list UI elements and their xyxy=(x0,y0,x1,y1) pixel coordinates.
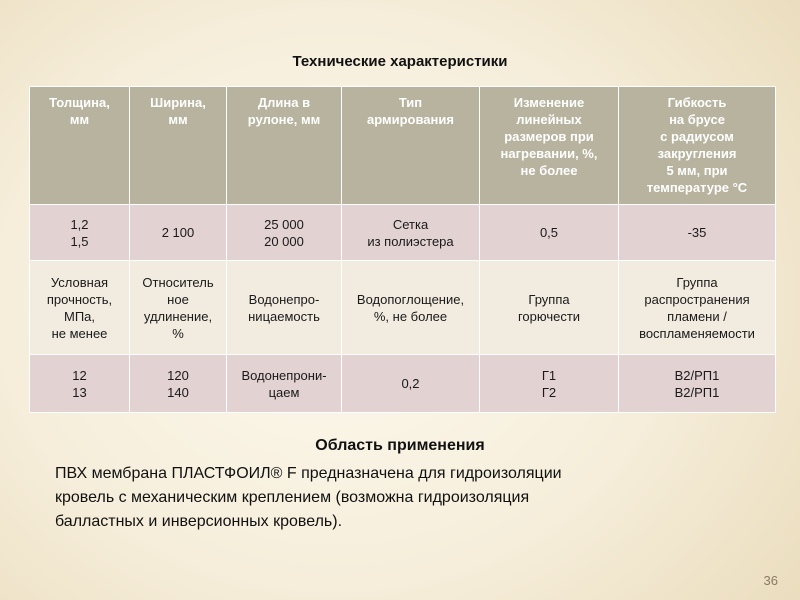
table-cell: Относитель ное удлинение, % xyxy=(130,261,227,355)
slide-title: Технические характеристики xyxy=(292,53,508,70)
table-cell: -35 xyxy=(619,205,776,261)
table-cell: Г1 Г2 xyxy=(480,355,619,413)
page-number: 36 xyxy=(763,573,778,588)
header-cell-reinforcement: Тип армирования xyxy=(342,87,480,205)
header-cell-width: Ширина, мм xyxy=(130,87,227,205)
header-cell-linear-change: Изменение линейных размеров при нагревании, %, не более xyxy=(480,87,619,205)
table-header-row xyxy=(30,87,776,205)
table-row xyxy=(30,355,776,413)
table-row xyxy=(30,261,776,355)
table-cell: Водонепрони- цаем xyxy=(227,355,342,413)
table-cell: 120 140 xyxy=(130,355,227,413)
header-cell-roll-length: Длина в рулоне, мм xyxy=(227,87,342,205)
table-cell: В2/РП1 В2/РП1 xyxy=(619,355,776,413)
header-cell-thickness: Толщина, мм xyxy=(30,87,130,205)
table-cell: 2 100 xyxy=(130,205,227,261)
table-cell: Водонепро- ницаемость xyxy=(227,261,342,355)
table-row xyxy=(30,205,776,261)
header-cell-flexibility: Гибкость на брусе с радиусом закругления 5 мм, при температуре °С xyxy=(619,87,776,205)
table-cell: 0,5 xyxy=(480,205,619,261)
application-text: ПВХ мембрана ПЛАСТФОИЛ® F предназначена для гидроизоляции кровель с механическим креплением (возможна гидроизоляция балластных и инверсионных кровель). xyxy=(55,465,562,530)
table-cell: Водопоглощение, %, не более xyxy=(342,261,480,355)
application-heading: Область применения xyxy=(315,437,485,454)
table-cell: 12 13 xyxy=(30,355,130,413)
table-cell: Группа распространения пламени / воспламеняемости xyxy=(619,261,776,355)
table-cell: 0,2 xyxy=(342,355,480,413)
specs-table xyxy=(29,86,776,413)
table-cell: 1,2 1,5 xyxy=(30,205,130,261)
table-cell: Условная прочность, МПа, не менее xyxy=(30,261,130,355)
table-cell: Сетка из полиэстера xyxy=(342,205,480,261)
table-cell: Группа горючести xyxy=(480,261,619,355)
table-cell: 25 000 20 000 xyxy=(227,205,342,261)
